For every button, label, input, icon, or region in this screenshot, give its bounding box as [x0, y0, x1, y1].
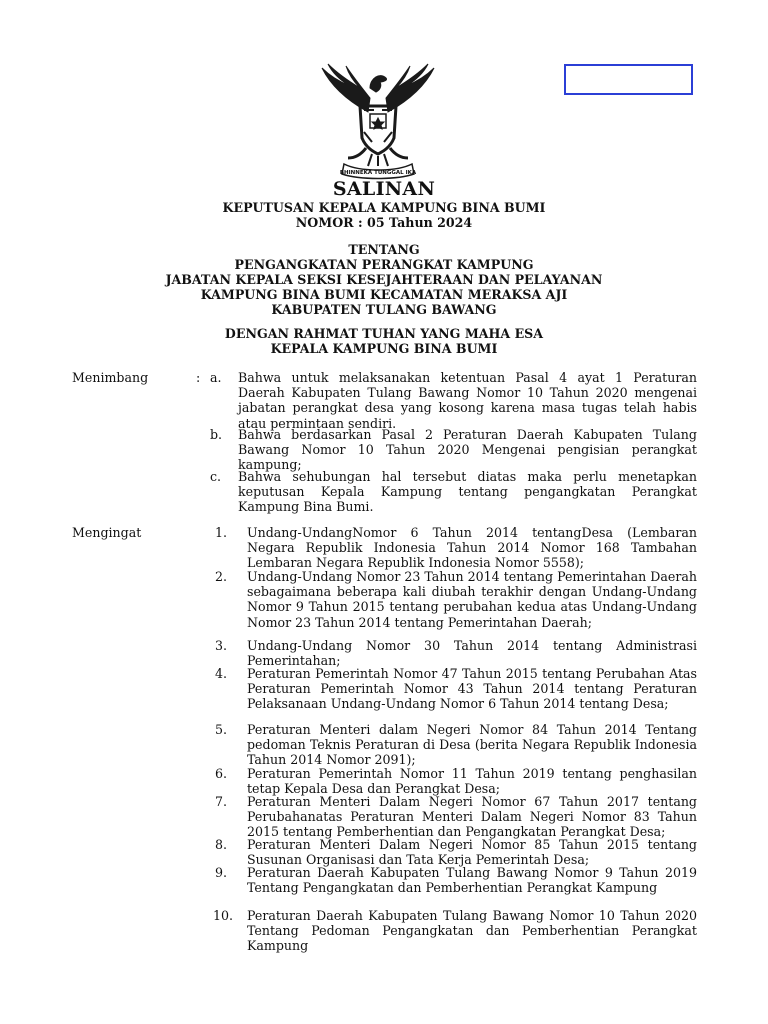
subject-line: PENGANGKATAN PERANGKAT KAMPUNG: [234, 257, 534, 272]
menimbang-colon: :: [196, 370, 201, 385]
subject-line: TENTANG: [348, 242, 420, 257]
decree-number-line: NOMOR : 05 Tahun 2024: [295, 215, 473, 230]
mengingat-marker: 4.: [214, 666, 227, 681]
menimbang-item: Bahwa sehubungan hal tersebut diatas maka perlu menetapkan keputusan Kepala Kampung tentang pengangkatan Perangkat Kampung Bina Bumi.: [238, 469, 697, 515]
mengingat-marker: 7.: [214, 794, 227, 809]
subject-line: KABUPATEN TULANG BAWANG: [271, 302, 497, 317]
decree-subject: [0, 242, 768, 317]
salinan-title: SALINAN: [332, 178, 436, 200]
mengingat-marker: 2.: [214, 569, 227, 584]
mengingat-item: Peraturan Menteri Dalam Negeri Nomor 85 Tahun 2015 tentang Susunan Organisasi dan Tata Kerja Pemerintah Desa;: [247, 837, 697, 868]
mengingat-item: Peraturan Pemerintah Nomor 47 Tahun 2015 tentang Perubahan Atas Peraturan Pemerintah Nomor 43 Tahun 2014 tentang Peraturan Pelaksanaan Undang-Undang Nomor 6 Tahun 2014 tentang Desa;: [247, 666, 697, 712]
preamble: [0, 326, 768, 356]
mengingat-marker: 1.: [214, 525, 227, 540]
decree-title-line: KEPUTUSAN KEPALA KAMPUNG BINA BUMI: [222, 200, 546, 215]
mengingat-label: Mengingat: [72, 525, 142, 540]
menimbang-marker: c.: [210, 469, 222, 484]
preamble-line: DENGAN RAHMAT TUHAN YANG MAHA ESA: [224, 326, 544, 341]
mengingat-item: Undang-Undang Nomor 30 Tahun 2014 tentang Administrasi Pemerintahan;: [247, 638, 697, 669]
menimbang-marker: b.: [210, 427, 223, 442]
mengingat-item: Peraturan Menteri dalam Negeri Nomor 84 Tahun 2014 Tentang pedoman Teknis Peraturan di Desa (berita Negara Republik Indonesia Tahun 2014 Nomor 2091);: [247, 722, 697, 768]
mengingat-item: Peraturan Pemerintah Nomor 11 Tahun 2019 tentang penghasilan tetap Kepala Desa dan Perangkat Desa;: [247, 766, 697, 797]
mengingat-marker: 9.: [214, 865, 227, 880]
menimbang-label: Menimbang: [72, 370, 149, 385]
stamp-box: [564, 64, 693, 95]
mengingat-item: Undang-UndangNomor 6 Tahun 2014 tentangDesa (Lembaran Negara Republik Indonesia Tahun 2014 Nomor 168 Tambahan Lembaran Negara Republik Indonesia Nomor 5558);: [247, 525, 697, 571]
subject-line: JABATAN KEPALA SEKSI KESEJAHTERAAN DAN PELAYANAN: [165, 272, 603, 287]
mengingat-marker: 8.: [214, 837, 227, 852]
subject-line: KAMPUNG BINA BUMI KECAMATAN MERAKSA AJI: [200, 287, 568, 302]
mengingat-marker: 3.: [214, 638, 227, 653]
mengingat-item: Undang-Undang Nomor 23 Tahun 2014 tentang Pemerintahan Daerah sebagaimana beberapa kali diubah terakhir dengan Undang-Undang Nomor 9 Tahun 2015 tentang perubahan kedua atas Undang-Undang Nomor 23 Tahun 2014 tentang Pemerintahan Daerah;: [247, 569, 697, 630]
emblem-motto: BHINNEKA TUNGGAL IKA: [339, 170, 417, 176]
mengingat-item: Peraturan Menteri Dalam Negeri Nomor 67 Tahun 2017 tentang Perubahanatas Peraturan Menteri Dalam Negeri Nomor 83 Tahun 2015 tentang Pemberhentian dan Pengangkatan Perangkat Desa;: [247, 794, 697, 840]
menimbang-item: Bahwa berdasarkan Pasal 2 Peraturan Daerah Kabupaten Tulang Bawang Nomor 10 Tahun 2020 Mengenai pengisian perangkat kampung;: [238, 427, 697, 473]
menimbang-item: Bahwa untuk melaksanakan ketentuan Pasal 4 ayat 1 Peraturan Daerah Kabupaten Tulang Bawang Nomor 10 Tahun 2020 mengenai jabatan perangkat desa yang kosong karena masa tugas telah habis atau permintaan sendiri.: [238, 370, 697, 431]
preamble-line: KEPALA KAMPUNG BINA BUMI: [270, 341, 498, 356]
mengingat-marker: 10.: [212, 908, 233, 923]
mengingat-marker: 6.: [214, 766, 227, 781]
decree-title: [0, 200, 768, 230]
mengingat-marker: 5.: [214, 722, 227, 737]
garuda-emblem-icon: [310, 62, 446, 180]
mengingat-item: Peraturan Daerah Kabupaten Tulang Bawang Nomor 10 Tahun 2020 Tentang Pedoman Pengangkatan dan Pemberhentian Perangkat Kampung: [247, 908, 697, 954]
mengingat-item: Peraturan Daerah Kabupaten Tulang Bawang Nomor 9 Tahun 2019 Tentang Pengangkatan dan Pemberhentian Perangkat Kampung: [247, 865, 697, 896]
menimbang-marker: a.: [210, 370, 222, 385]
